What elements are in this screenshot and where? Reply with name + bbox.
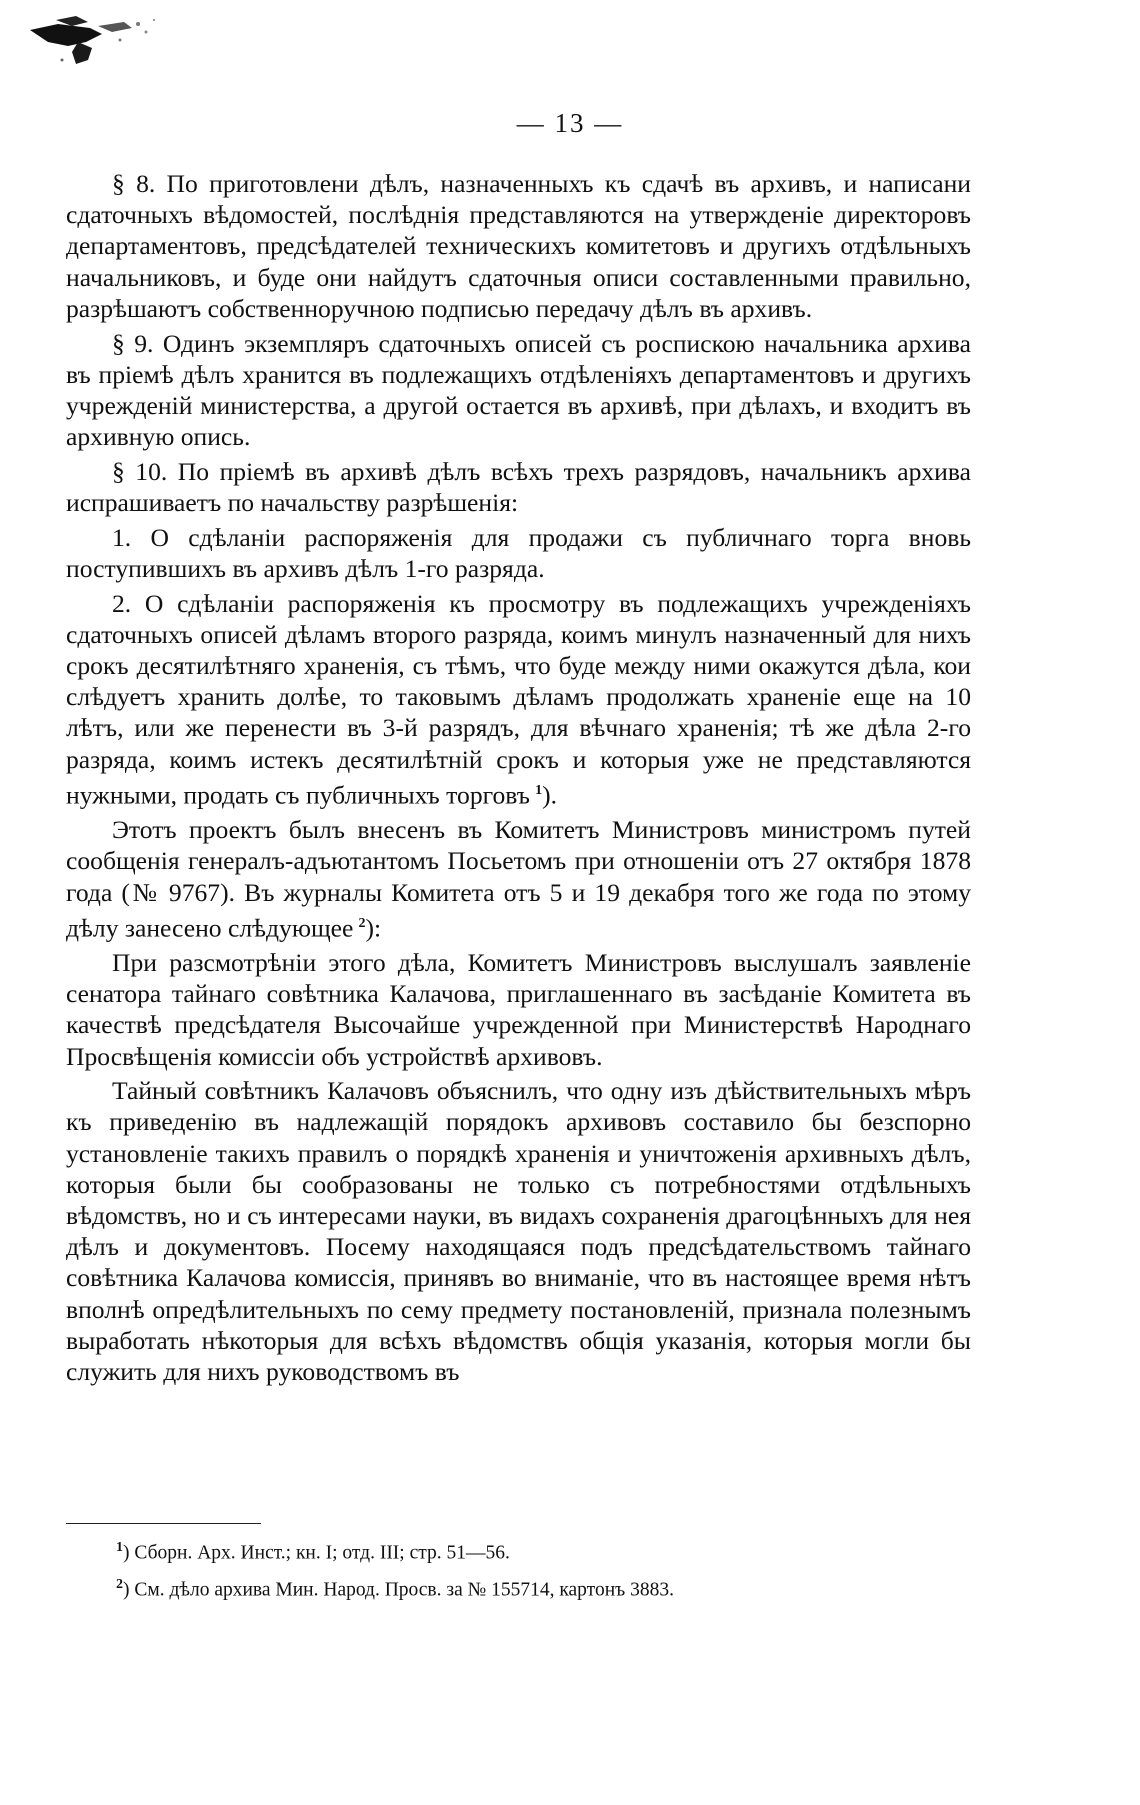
footnote-ref-2: 2 bbox=[358, 915, 366, 931]
footnote-divider bbox=[66, 1523, 261, 1524]
ink-smudge-mark bbox=[28, 12, 163, 70]
paragraph-committee: При разсмотрѣніи этого дѣла, Комитетъ Министровъ выслушалъ заявленіе сенатора тайнаго совѣтника Калачова, приглашеннаго въ засѣданіе Комитета въ качествѣ предсѣдателя Высочайше учрежденной при Министерствѣ Народнаго Просвѣщенія комиссіи объ устройствѣ архивовъ. bbox=[66, 947, 971, 1071]
paragraph-project-end: ): bbox=[365, 913, 382, 943]
paragraph-section-8: § 8. По приготовлени дѣлъ, назначенныхъ къ сдачѣ въ архивъ, и написани сдаточныхъ вѣдомостей, послѣднія представляются на утвержденіе директоровъ департаментовъ, предсѣдателей техническихъ комитетовъ и другихъ отдѣльныхъ начальниковъ, и буде они найдутъ сдаточныя описи составленными правильно, разрѣшаютъ собственноручною подписью передачу дѣлъ въ архивъ. bbox=[66, 169, 971, 323]
footnote-2-mark: 2 bbox=[116, 1576, 123, 1592]
footnote-2 bbox=[66, 1569, 971, 1606]
footnote-1-mark: 1 bbox=[116, 1540, 123, 1555]
list-item-2 bbox=[66, 588, 971, 811]
footnote-2-text: ) См. дѣло архива Мин. Народ. Просв. за № 155714, картонъ 3883. bbox=[123, 1579, 674, 1600]
paragraph-project-text: Этотъ проектъ былъ внесенъ въ Комитетъ Министровъ министромъ путей сообщенія генералъ-адъютантомъ Посьетомъ при отношеніи отъ 27 октября 1878 года (№ 9767). Въ журналы Комитета отъ 5 и 19 декабря того же года по этому дѣлу занесено слѣдующее bbox=[66, 815, 971, 943]
paragraph-section-9: § 9. Одинъ экземпляръ сдаточныхъ описей съ роспискою начальника архива въ пріемѣ дѣлъ хранится въ подлежащихъ отдѣленіяхъ департаментовъ и другихъ учрежденій министерства, а другой остается въ архивѣ, при дѣлахъ, и входитъ въ архивную опись. bbox=[66, 328, 971, 452]
list-item-2-text: 2. О сдѣланіи распоряженія къ просмотру въ подлежащихъ учрежденіяхъ сдаточныхъ описей дѣламъ второго разряда, коимъ минулъ назначенный для нихъ срокъ десятилѣтняго храненія, съ тѣмъ, что буде между ними окажутся дѣла, кои слѣдуетъ хранить долѣе, то таковымъ дѣламъ продолжать храненіе еще на 10 лѣтъ, или же перенести въ 3-й разрядъ, для вѣчнаго храненія; тѣ же дѣла 2-го разряда, коимъ истекъ десятилѣтній срокъ и которыя уже не представляются нужными, продать съ публичныхъ торговъ bbox=[66, 588, 971, 810]
footnote-1-text: ) Сборн. Арх. Инст.; кн. I; отд. III; стр. 51—56. bbox=[123, 1542, 510, 1564]
list-item-1: 1. О сдѣланіи распоряженія для продажи съ публичнаго торга вновь поступившихъ въ архивъ дѣлъ 1-го разряда. bbox=[66, 522, 971, 583]
footnotes bbox=[66, 1532, 971, 1605]
list-item-2-end: ). bbox=[542, 780, 557, 810]
paragraph-kalachov: Тайный совѣтникъ Калачовъ объяснилъ, что одну изъ дѣйствительныхъ мѣръ къ приведенію въ надлежащій порядокъ архивовъ составило бы безспорно установленіе такихъ правилъ о порядкѣ храненія и уничтоженія архивныхъ дѣлъ, которыя были бы сообразованы не только съ потребностями отдѣльныхъ вѣдомствъ, но и съ интересами науки, въ видахъ сохраненія драгоцѣнныхъ для нея дѣлъ и документовъ. Посему находящаяся подъ предсѣдательствомъ тайнаго совѣтника Калачова комиссія, принявъ во вниманіе, что въ настоящее время нѣтъ вполнѣ опредѣлительныхъ по сему предмету постановленій, признала полезнымъ выработать нѣкоторыя для всѣхъ вѣдомствъ общія указанія, которыя могли бы служить для нихъ руководствомъ въ bbox=[66, 1076, 971, 1387]
footnote-ref-1: 1 bbox=[535, 782, 543, 798]
body-text bbox=[66, 168, 971, 1391]
page-number: — 13 — bbox=[516, 108, 624, 138]
paragraph-project bbox=[66, 814, 971, 943]
paragraph-section-10: § 10. По пріемѣ въ архивѣ дѣлъ всѣхъ трехъ разрядовъ, начальникъ архива испрашиваетъ по начальству разрѣшенія: bbox=[66, 456, 971, 518]
footnote-1 bbox=[66, 1532, 971, 1569]
